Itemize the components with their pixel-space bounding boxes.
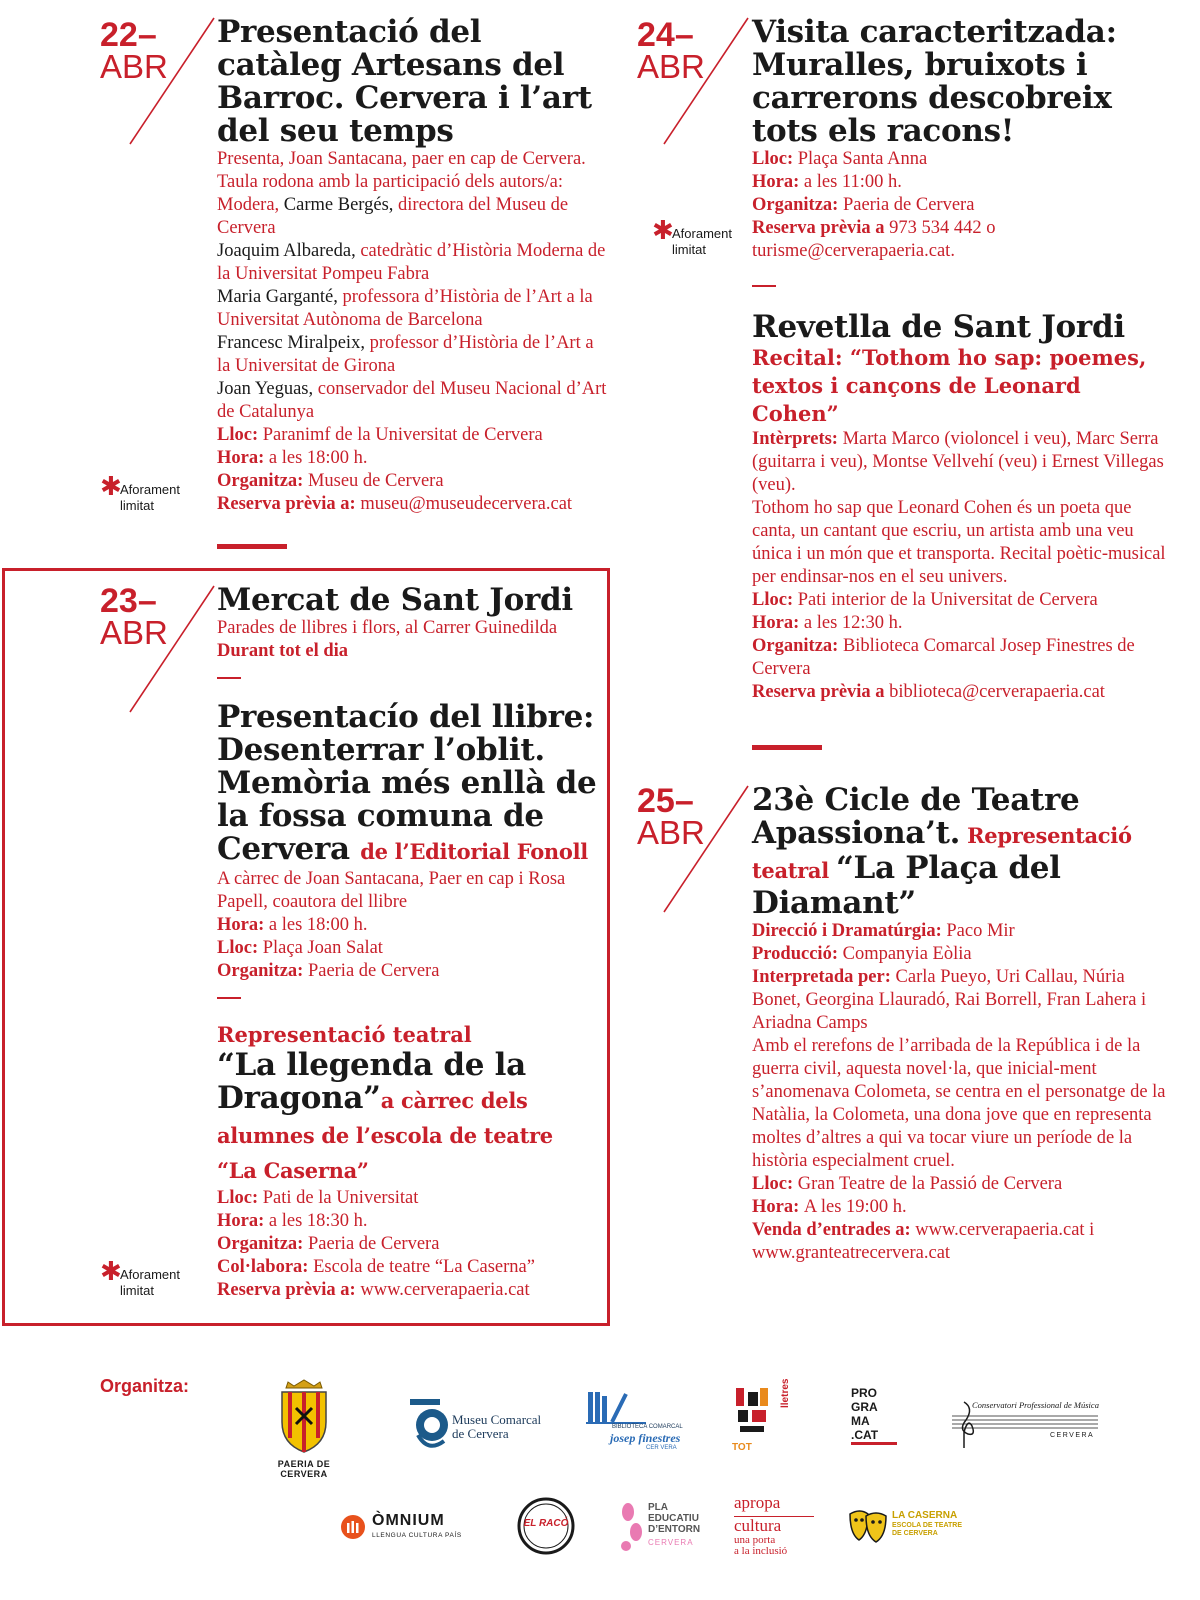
limitat-label: limitat [120, 498, 154, 513]
detail-text: Gran Teatre de la Passió de Cervera [797, 1174, 1063, 1194]
detail-text: conservador del Museu Nacional d’Art de Catalunya [217, 379, 607, 422]
detail-text: Companyia Eòlia [842, 944, 972, 964]
event-cicle-teatre [752, 784, 1172, 1265]
detail-text: a les 12:30 h. [803, 613, 903, 633]
detail-text: Pati interior de la Universitat de Cervera [797, 590, 1098, 610]
detail-text: Plaça Joan Salat [262, 938, 383, 958]
event-title [217, 701, 597, 868]
logo-text: Conservatori Professional de Música [972, 1400, 1099, 1410]
detail-line [752, 148, 1172, 171]
detail-label: Lloc: [752, 149, 798, 169]
detail-label: Direcció i Dramatúrgia: [752, 921, 947, 941]
detail-line [752, 171, 1172, 194]
logo-museu-comarcal [408, 1395, 558, 1455]
event-title: Mercat de Sant Jordi [217, 582, 573, 618]
detail-line [217, 194, 607, 240]
detail-text: Museu de Cervera [307, 471, 444, 491]
detail-line [752, 428, 1172, 497]
title-text: Presentacío del llibre: Desenterrar l’oblit. Memòria més enllà de la fossa comuna de Cervera [217, 699, 597, 867]
detail-label: Organitza: [752, 636, 843, 656]
detail-line [217, 447, 607, 470]
detail-text: Taula rodona amb la participació dels autors/a: [217, 172, 563, 192]
detail-line [752, 1219, 1172, 1265]
logo-el-raco [516, 1496, 576, 1556]
event-title [217, 1049, 597, 1187]
date-slash [662, 784, 752, 914]
event-title: Revetlla de Sant Jordi [752, 309, 1125, 345]
logo-text: BIBLIOTECA [612, 1424, 648, 1430]
logo-text: cultura [734, 1516, 814, 1535]
detail-text: 973 534 442 o turisme@cerverapaeria.cat. [752, 218, 996, 261]
detail-text: Amb el rerefons de l’arribada de la República i de la guerra civil, aquesta novel·la, que inicial-ment s’anomenava Colometa, se centra en el personatge de la Natàlia, la Colometa, una dona jove que en representa moltes d’altres a qui va tocar viure un període de la història especialment cruel. [752, 1036, 1166, 1171]
detail-label: Lloc: [217, 1188, 263, 1208]
event-details [217, 1187, 597, 1302]
detail-text: Paeria de Cervera [842, 195, 975, 215]
logo-text: PAERIA DE CERVERA [277, 1459, 331, 1479]
event-details [752, 920, 1172, 1265]
date-month: ABR [100, 48, 168, 85]
event-details [752, 148, 1172, 263]
logo-programa-cat [851, 1386, 897, 1445]
dash-divider [217, 997, 241, 999]
event-kicker: Representació teatral [217, 1022, 472, 1047]
event-llegenda-dragona [217, 1021, 597, 1302]
detail-line [752, 612, 1172, 635]
detail-line [752, 497, 1172, 589]
limitat-label: limitat [672, 242, 706, 257]
detail-label: Lloc: [217, 938, 263, 958]
logo-text: CER VERA [646, 1445, 677, 1451]
event-presentacio-llibre [217, 701, 597, 983]
event-visita-caracteritzada [752, 16, 1172, 704]
theatre-masks-icon [848, 1506, 888, 1546]
logo-text: LLENGUA CULTURA PAÍS [372, 1532, 462, 1539]
detail-line [217, 424, 607, 447]
detail-text: Paco Mir [946, 921, 1015, 941]
detail-label: Hora: [217, 1211, 269, 1231]
detail-label: Reserva prèvia a: [217, 494, 361, 514]
dash-divider [752, 285, 776, 287]
date-slash [128, 16, 218, 146]
date-day: 23– [100, 582, 157, 620]
aforament-note [100, 471, 180, 514]
detail-text: a les 18:30 h. [268, 1211, 368, 1231]
detail-text: Marta Marco (violoncel i veu), Marc Serra (guitarra i veu), Montse Vellvehí (veu) i Ernest Villegas (veu). [752, 429, 1164, 495]
omnium-icon [340, 1514, 366, 1540]
event-details [217, 148, 607, 516]
detail-label: Hora: [752, 613, 804, 633]
detail-line [217, 1233, 597, 1256]
detail-label: Venda d’entrades a: [752, 1220, 916, 1240]
footprints-icon [618, 1500, 646, 1552]
logo-text: de Cervera [452, 1426, 509, 1441]
logo-text: PLA [648, 1502, 668, 1513]
aforament-label: Aforament [672, 226, 732, 241]
detail-label: Hora: [217, 915, 269, 935]
tot-lletres-icon [732, 1386, 776, 1446]
date-slash [128, 584, 218, 714]
detail-label: Col·labora: [217, 1257, 314, 1277]
asterisk-icon: ✱ [652, 215, 674, 245]
event-title: Presentació del catàleg Artesans del Barroc. Cervera i l’art del seu temps [217, 14, 592, 149]
section-divider [752, 745, 822, 750]
detail-label: Reserva prèvia a [752, 218, 890, 238]
detail-line [217, 960, 597, 983]
asterisk-icon: ✱ [100, 471, 122, 501]
detail-text: Plaça Santa Anna [797, 149, 928, 169]
event-details [752, 428, 1172, 704]
logo-text: ESCOLA DE TEATRE DE CERVERA [892, 1522, 963, 1537]
detail-label: Reserva prèvia a [752, 682, 890, 702]
aforament-label: Aforament [120, 482, 180, 497]
detail-line [217, 868, 597, 914]
detail-label: Hora: [752, 1197, 804, 1217]
title-text: “La Plaça del Diamant” [752, 850, 1061, 921]
detail-text: Biblioteca Comarcal Josep Finestres de Cervera [752, 636, 1135, 679]
detail-text: Modera, [217, 195, 284, 215]
event-title: Visita caracteritzada: Muralles, bruixots i carrerons descobreix tots els racons! [752, 14, 1117, 149]
logo-text: TOT [732, 1442, 752, 1453]
title-sub: a càrrec dels alumnes de l’escola de teatre “La Caserna” [217, 1088, 553, 1183]
logo-biblioteca-josep-finestres [586, 1390, 706, 1450]
detail-text: Joaquim Albareda, [217, 241, 361, 261]
detail-line [217, 1210, 597, 1233]
detail-text: Tothom ho sap que Leonard Cohen és un poeta que canta, un cantant que escriu, un artista amb una veu única i un món que et transporta. Recital poètic-musical per endinsar-nos en el seu univers. [752, 498, 1166, 587]
detail-line [217, 171, 607, 194]
detail-text: professor d’Història de l’Art a la Universitat de Girona [217, 333, 594, 376]
asterisk-icon: ✱ [100, 1256, 122, 1286]
detail-text: Joan Yeguas, [217, 379, 318, 399]
detail-line [752, 1035, 1172, 1173]
detail-line [752, 1196, 1172, 1219]
detail-line [752, 966, 1172, 1035]
date-month: ABR [100, 614, 168, 651]
logo-text: ÒMNIUM [372, 1512, 445, 1529]
detail-text: Escola de teatre “La Caserna” [313, 1257, 535, 1277]
detail-label: Interpretada per: [752, 967, 896, 987]
title-sub: de l’Editorial Fonoll [360, 839, 588, 864]
detail-text: Maria Garganté, [217, 287, 343, 307]
logo-text: una porta [734, 1534, 776, 1546]
detail-line [752, 194, 1172, 217]
detail-text: professora d’Història de l’Art a la Universitat Autònoma de Barcelona [217, 287, 593, 330]
detail-text: Carme Bergés, [283, 195, 399, 215]
detail-label: Reserva prèvia a: [217, 1280, 361, 1300]
detail-line [752, 589, 1172, 612]
detail-label: Producció: [752, 944, 843, 964]
event-title [752, 784, 1172, 920]
aforament-label: Aforament [120, 1267, 180, 1282]
logo-paeria-cervera [258, 1378, 350, 1479]
detail-label: Hora: [217, 448, 269, 468]
detail-line [217, 378, 607, 424]
detail-text: directora del Museu de Cervera [217, 195, 569, 238]
limitat-label: limitat [120, 1283, 154, 1298]
detail-text: Presenta, Joan Santacana, paer en cap de Cervera. [217, 149, 586, 169]
event-details [217, 868, 597, 983]
logo-text: COMARCAL [648, 1424, 683, 1430]
detail-text: museu@museudecervera.cat [360, 494, 573, 514]
date-day: 25– [637, 782, 694, 820]
event-mercat-sant-jordi [217, 584, 597, 1302]
detail-text: catedràtic d’Història Moderna de la Universitat Pompeu Fabra [217, 241, 606, 284]
logo-text: josep finestres [610, 1431, 681, 1445]
event-cataleg-artesans [217, 16, 607, 516]
museu-emblem-icon [408, 1395, 454, 1451]
aforament-note [652, 215, 732, 258]
logo-text: a la inclusió [734, 1545, 788, 1557]
logo-text: CERVERA [648, 1538, 694, 1547]
detail-label: Hora: [752, 172, 804, 192]
detail-text: a les 18:00 h. [268, 448, 368, 468]
detail-line [217, 1279, 597, 1302]
detail-text: Paranimf de la Universitat de Cervera [262, 425, 543, 445]
detail-line [217, 1256, 597, 1279]
date-slash [662, 16, 752, 146]
detail-label: Organitza: [217, 961, 308, 981]
logo-la-caserna [848, 1506, 968, 1550]
organitza-label: Organitza: [100, 1376, 190, 1396]
logo-text: EL RACÓ [523, 1518, 569, 1529]
detail-label: Organitza: [217, 1234, 308, 1254]
detail-text: www.cerverapaeria.cat i www.granteatrecervera.cat [752, 1220, 1095, 1263]
logo-text: D’ENTORN [648, 1524, 701, 1535]
title-text: 23è Cicle de Teatre Apassiona’t. [752, 782, 1080, 851]
detail-line [752, 943, 1172, 966]
books-icon [586, 1390, 646, 1424]
detail-line [752, 920, 1172, 943]
detail-text: biblioteca@cerverapaeria.cat [889, 682, 1105, 702]
title-sub: Representació teatral [752, 823, 1132, 883]
detail-text: Carla Pueyo, Uri Callau, Núria Bonet, Georgina Llauradó, Rai Borrell, Fran Lahera i Ariadna Camps [752, 967, 1147, 1033]
detail-text: a les 11:00 h. [803, 172, 902, 192]
title-text: “La llegenda de la Dragona” [217, 1047, 526, 1116]
detail-text: Francesc Miralpeix, [217, 333, 370, 353]
detail-line [217, 240, 607, 286]
logo-text: EDUCATIU [648, 1513, 699, 1524]
logo-text: Museu Comarcal [452, 1412, 542, 1427]
detail-line [752, 1173, 1172, 1196]
detail-text: Pati de la Universitat [262, 1188, 419, 1208]
detail-text: Paeria de Cervera [307, 1234, 440, 1254]
detail-label: Organitza: [752, 195, 843, 215]
logo-text: CERVERA [1050, 1432, 1095, 1439]
event-time: Durant tot el dia [217, 641, 349, 661]
logo-text: apropa [734, 1493, 781, 1512]
detail-line [217, 286, 607, 332]
date-day: 24– [637, 16, 694, 54]
detail-line [217, 493, 607, 516]
detail-label: Lloc: [752, 590, 798, 610]
event-subtitle: Recital: “Tothom ho sap: poemes, textos i cançons de Leonard Cohen” [752, 345, 1147, 426]
dash-divider [217, 677, 241, 679]
detail-text: A les 19:00 h. [803, 1197, 907, 1217]
event-revetlla-sant-jordi [752, 311, 1172, 704]
detail-label: Intèrprets: [752, 429, 843, 449]
logo-omnium [340, 1512, 470, 1546]
logo-tot-lletres [732, 1378, 792, 1462]
logo-text: lletres [780, 1378, 791, 1408]
detail-label: Lloc: [752, 1174, 798, 1194]
detail-line [217, 148, 607, 171]
detail-label: Lloc: [217, 425, 263, 445]
detail-line [752, 217, 1172, 263]
detail-line [217, 332, 607, 378]
aforament-note [100, 1256, 180, 1299]
detail-text: www.cerverapaeria.cat [360, 1280, 530, 1300]
date-month: ABR [637, 48, 705, 85]
date-month: ABR [637, 814, 705, 851]
detail-text: A càrrec de Joan Santacana, Paer en cap i Rosa Papell, coautora del llibre [217, 869, 566, 912]
logo-apropa-cultura [734, 1494, 814, 1564]
date-day: 22– [100, 16, 157, 54]
detail-line [752, 635, 1172, 681]
logo-pla-educatiu [618, 1500, 708, 1556]
detail-line [217, 470, 607, 493]
paeria-shield-icon [274, 1378, 334, 1454]
detail-line [217, 937, 597, 960]
section-divider [217, 544, 287, 549]
logo-text: LA CASERNA [892, 1510, 958, 1521]
detail-line [752, 681, 1172, 704]
detail-label: Organitza: [217, 471, 308, 491]
logo-conservatori [950, 1398, 1100, 1454]
detail-line [217, 1187, 597, 1210]
event-description: Parades de llibres i flors, al Carrer Guinedilda [217, 618, 558, 638]
logo-text: PRO GRA MA .CAT [851, 1386, 879, 1442]
detail-text: Paeria de Cervera [307, 961, 440, 981]
detail-text: a les 18:00 h. [268, 915, 368, 935]
detail-line [217, 914, 597, 937]
